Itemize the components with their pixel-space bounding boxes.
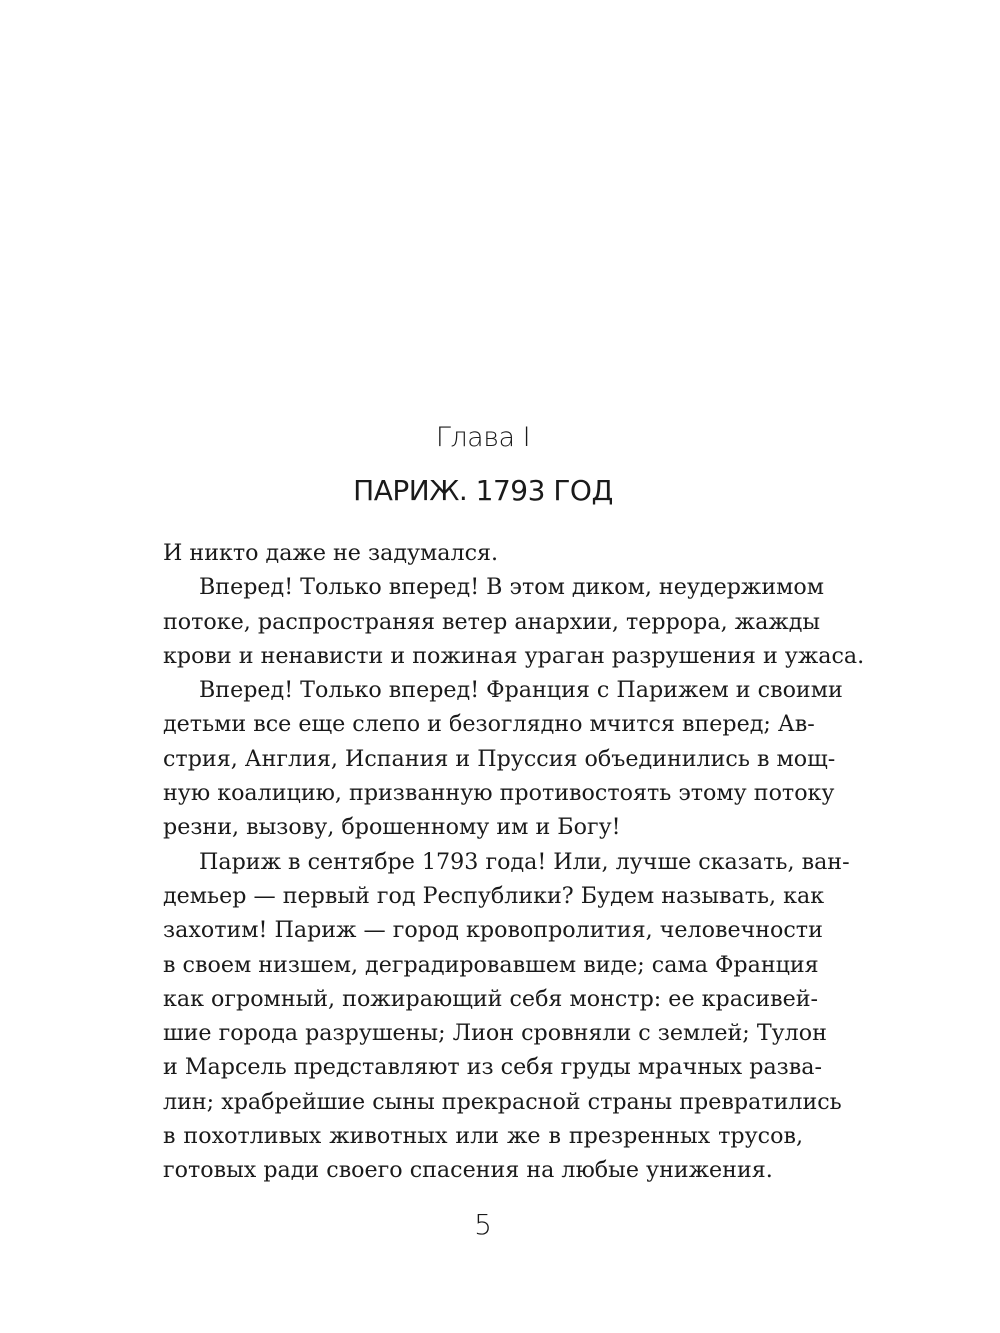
text-line: лин; храбрейшие сыны прекрасной страны превратились: [163, 1088, 842, 1115]
text-line: резни, вызову, брошенному им и Богу!: [163, 814, 621, 841]
text-line: детьми все еще слепо и безоглядно мчится вперед; Ав-: [163, 711, 815, 738]
text-line: потоке, распространяя ветер анархии, террора, жажды: [163, 608, 821, 635]
text-line: Вперед! Только вперед! В этом диком, неудержимом: [199, 574, 824, 601]
text-line: крови и ненависти и пожиная ураган разрушения и ужаса.: [163, 642, 865, 669]
text-line: И никто даже не задумался.: [163, 540, 499, 566]
page-number: 5: [474, 1208, 492, 1241]
text-line: как огромный, пожирающий себя монстр: ее красивей-: [163, 985, 819, 1012]
text-line: шие города разрушены; Лион сровняли с землей; Тулон: [163, 1020, 827, 1047]
text-line: захотим! Париж — город кровопролития, человечности: [163, 917, 823, 944]
text-line: Вперед! Только вперед! Франция с Парижем и своими: [199, 677, 843, 704]
text-line: Париж в сентябре 1793 года! Или, лучше сказать, ван-: [199, 848, 850, 875]
text-line: демьер — первый год Республики? Будем называть, как: [163, 882, 825, 909]
text-line: в своем низшем, деградировавшем виде; сама Франция: [163, 951, 819, 978]
text-line: ную коалицию, призванную противостоять этому потоку: [163, 780, 835, 807]
text-line: стрия, Англия, Испания и Пруссия объединились в мощ-: [163, 745, 836, 772]
chapter-label: Глава I: [435, 422, 531, 453]
chapter-title: ПАРИЖ. 1793 ГОД: [353, 474, 613, 507]
text-line: и Марсель представляют из себя груды мрачных разва-: [163, 1054, 822, 1081]
body-text: [163, 536, 865, 1188]
text-line: в похотливых животных или же в презренных трусов,: [163, 1123, 803, 1150]
text-line: готовых ради своего спасения на любые унижения.: [163, 1157, 773, 1184]
